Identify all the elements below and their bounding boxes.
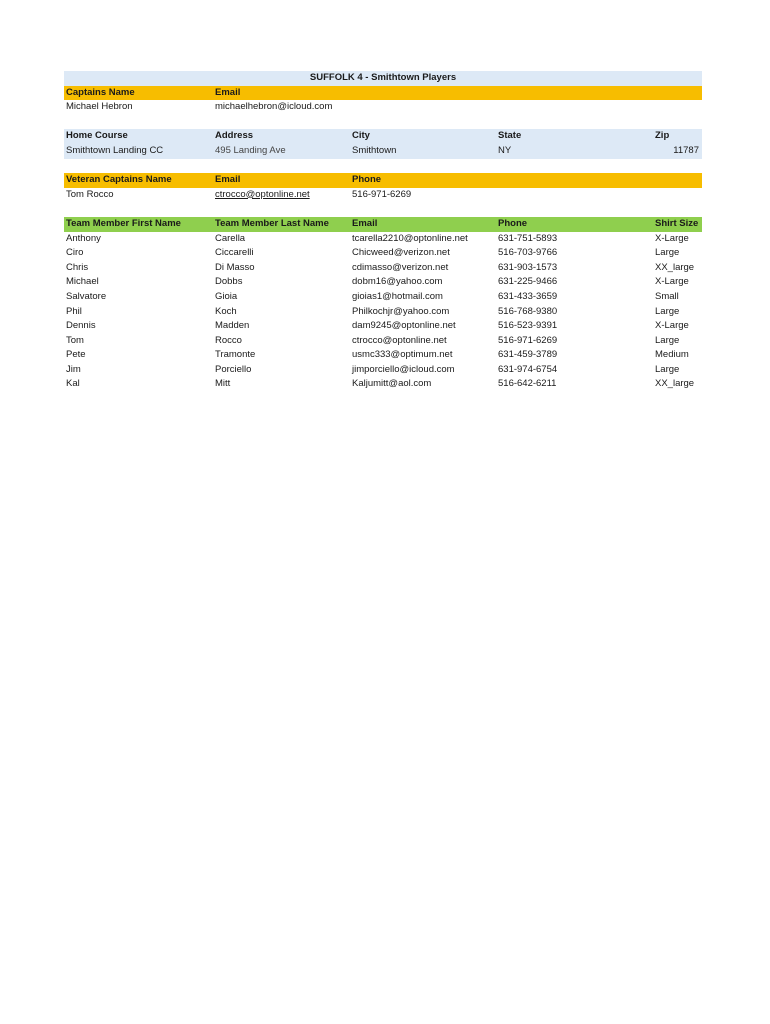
team-phone: 631-433-3659 bbox=[498, 290, 558, 302]
team-email: Kaljumitt@aol.com bbox=[352, 378, 432, 390]
veteran-phone-header: Phone bbox=[352, 174, 382, 186]
team-shirt-size: Large bbox=[655, 247, 680, 259]
team-header-first-name: Team Member First Name bbox=[66, 217, 181, 229]
team-last-name: Tramonte bbox=[215, 349, 256, 361]
spreadsheet bbox=[64, 71, 702, 392]
course-header-zip: Zip bbox=[655, 130, 670, 142]
team-last-name: Madden bbox=[215, 320, 250, 332]
team-first-name: Michael bbox=[66, 276, 99, 288]
course-row bbox=[64, 144, 702, 159]
team-header-shirt-size: Shirt Size bbox=[655, 217, 699, 229]
team-table-body bbox=[64, 232, 702, 393]
team-header-last-name: Team Member Last Name bbox=[215, 217, 329, 229]
team-shirt-size: Medium bbox=[655, 349, 689, 361]
team-email: Philkochjr@yahoo.com bbox=[352, 305, 450, 317]
team-last-name: Gioia bbox=[215, 290, 238, 302]
team-last-name: Rocco bbox=[215, 334, 242, 346]
team-email: gioias1@hotmail.com bbox=[352, 290, 443, 302]
team-first-name: Anthony bbox=[66, 232, 101, 244]
table-row bbox=[64, 261, 702, 276]
team-shirt-size: Large bbox=[655, 305, 680, 317]
captain-email-header: Email bbox=[215, 86, 241, 98]
captain-header-row bbox=[64, 86, 702, 101]
team-first-name: Salvatore bbox=[66, 290, 107, 302]
team-last-name: Dobbs bbox=[215, 276, 243, 288]
captain-name: Michael Hebron bbox=[66, 101, 133, 113]
course-header-name: Home Course bbox=[66, 130, 128, 142]
table-row bbox=[64, 246, 702, 261]
team-last-name: Porciello bbox=[215, 363, 252, 375]
team-phone: 631-225-9466 bbox=[498, 276, 558, 288]
team-last-name: Di Masso bbox=[215, 261, 255, 273]
course-header-row bbox=[64, 129, 702, 144]
veteran-row bbox=[64, 188, 702, 203]
team-shirt-size: X-Large bbox=[655, 276, 689, 288]
table-row bbox=[64, 363, 702, 378]
captain-row bbox=[64, 100, 702, 115]
team-last-name: Carella bbox=[215, 232, 246, 244]
table-row bbox=[64, 275, 702, 290]
team-shirt-size: X-Large bbox=[655, 320, 689, 332]
course-zip: 11787 bbox=[673, 144, 699, 156]
captain-email[interactable]: michaelhebron@icloud.com bbox=[215, 101, 333, 113]
team-email: dobm16@yahoo.com bbox=[352, 276, 443, 288]
table-row bbox=[64, 348, 702, 363]
team-shirt-size: Large bbox=[655, 334, 680, 346]
team-email: dam9245@optonline.net bbox=[352, 320, 456, 332]
team-email: cdimasso@verizon.net bbox=[352, 261, 449, 273]
team-phone: 516-768-9380 bbox=[498, 305, 558, 317]
team-first-name: Pete bbox=[66, 349, 86, 361]
team-phone: 631-751-5893 bbox=[498, 232, 558, 244]
team-first-name: Chris bbox=[66, 261, 89, 273]
veteran-phone: 516-971-6269 bbox=[352, 188, 412, 200]
team-shirt-size: X-Large bbox=[655, 232, 689, 244]
veteran-email-header: Email bbox=[215, 174, 241, 186]
team-last-name: Ciccarelli bbox=[215, 247, 254, 259]
table-row bbox=[64, 232, 702, 247]
veteran-name: Tom Rocco bbox=[66, 188, 114, 200]
team-header-phone: Phone bbox=[498, 217, 528, 229]
captain-name-header: Captains Name bbox=[66, 86, 135, 98]
team-email: usmc333@optimum.net bbox=[352, 349, 453, 361]
team-phone: 516-703-9766 bbox=[498, 247, 558, 259]
veteran-email-link[interactable]: ctrocco@optonline.net bbox=[215, 188, 310, 200]
team-shirt-size: Small bbox=[655, 290, 679, 302]
team-phone: 631-459-3789 bbox=[498, 349, 558, 361]
team-first-name: Tom bbox=[66, 334, 84, 346]
team-first-name: Ciro bbox=[66, 247, 84, 259]
table-row bbox=[64, 319, 702, 334]
team-last-name: Koch bbox=[215, 305, 237, 317]
team-email: ctrocco@optonline.net bbox=[352, 334, 447, 346]
team-first-name: Jim bbox=[66, 363, 81, 375]
sheet-title: SUFFOLK 4 - Smithtown Players bbox=[64, 71, 702, 86]
team-email: jimporciello@icloud.com bbox=[352, 363, 455, 375]
team-phone: 516-642-6211 bbox=[498, 378, 557, 390]
table-row bbox=[64, 290, 702, 305]
team-first-name: Dennis bbox=[66, 320, 96, 332]
veteran-header-row bbox=[64, 173, 702, 188]
team-first-name: Kal bbox=[66, 378, 80, 390]
team-shirt-size: Large bbox=[655, 363, 680, 375]
team-header-email: Email bbox=[352, 217, 378, 229]
veteran-name-header: Veteran Captains Name bbox=[66, 174, 172, 186]
team-email: Chicweed@verizon.net bbox=[352, 247, 450, 259]
team-phone: 631-903-1573 bbox=[498, 261, 558, 273]
course-city: Smithtown bbox=[352, 144, 397, 156]
course-address: 495 Landing Ave bbox=[215, 144, 286, 156]
course-state: NY bbox=[498, 144, 512, 156]
table-row bbox=[64, 334, 702, 349]
table-row bbox=[64, 377, 702, 392]
course-header-address: Address bbox=[215, 130, 254, 142]
team-last-name: Mitt bbox=[215, 378, 231, 390]
team-shirt-size: XX_large bbox=[655, 261, 695, 273]
course-header-state: State bbox=[498, 130, 522, 142]
team-header-row bbox=[64, 217, 702, 232]
course-name: Smithtown Landing CC bbox=[66, 144, 164, 156]
team-phone: 516-523-9391 bbox=[498, 320, 558, 332]
table-row bbox=[64, 305, 702, 320]
team-shirt-size: XX_large bbox=[655, 378, 695, 390]
team-phone: 631-974-6754 bbox=[498, 363, 558, 375]
team-first-name: Phil bbox=[66, 305, 82, 317]
team-email: tcarella2210@optonline.net bbox=[352, 232, 468, 244]
course-header-city: City bbox=[352, 130, 370, 142]
team-phone: 516-971-6269 bbox=[498, 334, 558, 346]
